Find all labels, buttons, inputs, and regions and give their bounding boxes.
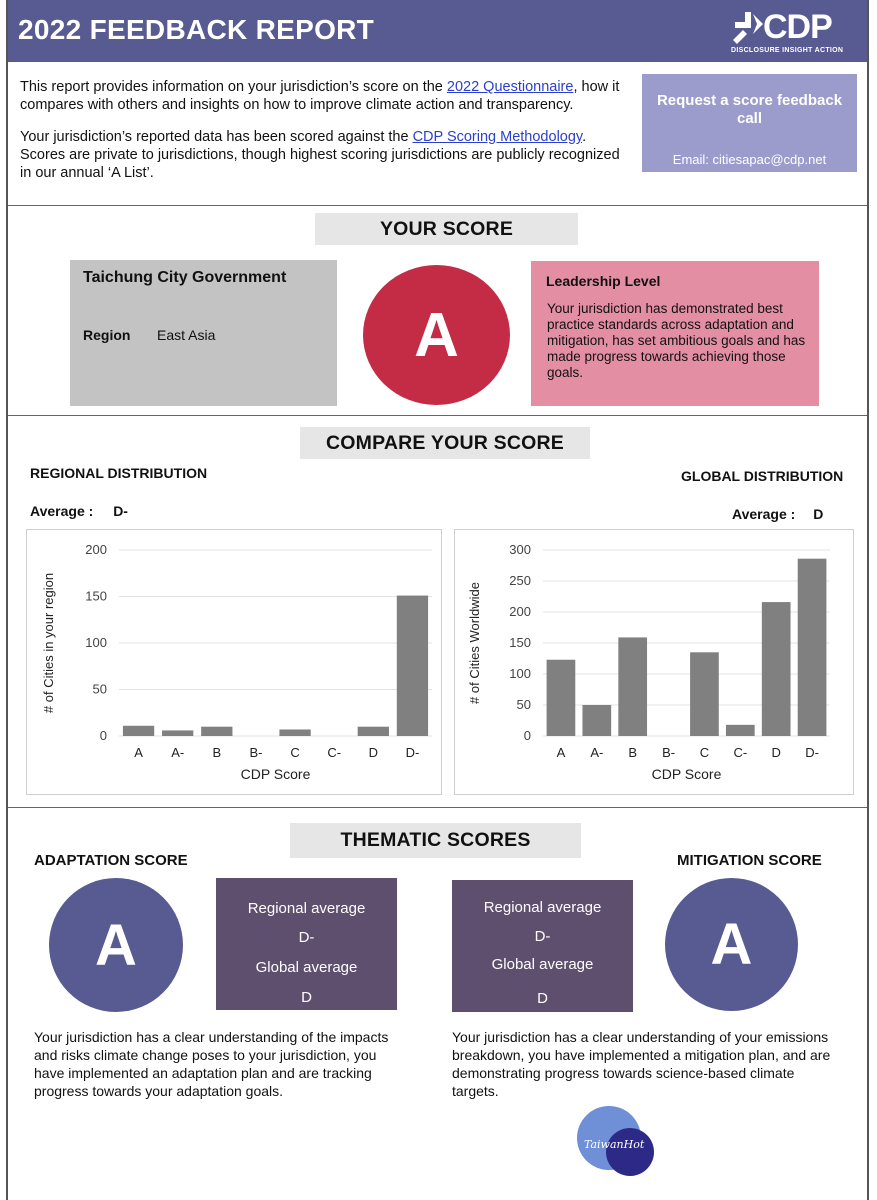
bar-B: [618, 637, 647, 736]
bar-D: [762, 602, 791, 736]
bar-C-: [726, 725, 755, 736]
bar-D: [358, 727, 389, 736]
bar-A: [547, 660, 576, 736]
leadership-title: Leadership Level: [546, 273, 661, 289]
bar-A-: [162, 730, 193, 736]
y-tick-label: 150: [85, 588, 107, 604]
x-tick-label: B: [628, 745, 638, 760]
scoring-methodology-link[interactable]: CDP Scoring Methodology: [412, 129, 583, 145]
x-tick-label: C-: [327, 745, 342, 760]
cdp-logo-tagline: DISCLOSURE INSIGHT ACTION: [731, 47, 844, 54]
report-header: [8, 0, 867, 62]
intro-paragraph-1: [20, 78, 632, 114]
x-tick-label: B: [212, 745, 222, 760]
jurisdiction-info-box: [70, 260, 337, 406]
x-tick-label: D-: [805, 745, 819, 760]
feedback-title: Request a score feedback call: [656, 92, 843, 127]
intro-p2-text-b: . Scores are private to jurisdictions, though highest scoring jurisdictions are publicly recognized in our annual ‘A List’.: [20, 129, 620, 181]
city-name: Taichung City Government: [83, 269, 287, 286]
mitigation-description: Your jurisdiction has a clear understanding of your emissions breakdown, you have implemented a mitigation plan, and are demonstrating progress towards science-based climate targets.: [452, 1029, 831, 1099]
intro-text: [20, 78, 632, 196]
x-axis-label: CDP Score: [240, 766, 311, 782]
regional-average-label: Average :: [30, 503, 94, 519]
global-distribution-chart: [454, 529, 854, 795]
y-tick-label: 50: [516, 697, 531, 712]
adaptation-regional-label: Regional average: [247, 900, 366, 917]
y-tick-label: 300: [509, 542, 531, 557]
x-tick-label: A: [134, 745, 143, 760]
request-feedback-button[interactable]: [642, 74, 857, 172]
x-tick-label: B-: [662, 745, 676, 760]
mitigation-global-label: Global average: [491, 956, 594, 973]
global-average: [732, 506, 823, 522]
bar-C: [690, 652, 719, 736]
adaptation-score-badge: A: [49, 878, 183, 1012]
intro-p1-text-a: This report provides information on your jurisdiction’s score on the: [20, 79, 447, 95]
thematic-scores-title: THEMATIC SCORES: [290, 823, 581, 858]
global-average-value: D: [813, 506, 824, 522]
y-axis-label: # of Cities in your region: [41, 572, 56, 714]
bar-D-: [798, 559, 827, 736]
divider: [8, 415, 867, 416]
x-tick-label: B-: [249, 745, 263, 760]
adaptation-description: Your jurisdiction has a clear understanding of the impacts and risks climate change poses to your jurisdiction, you have implemented an adaptation plan and are tracking progress towards your adaptation goals.: [34, 1029, 389, 1099]
x-tick-label: D: [771, 745, 781, 760]
region-value: East Asia: [157, 327, 216, 343]
x-tick-label: C: [290, 745, 300, 760]
bar-C: [279, 729, 310, 736]
y-tick-label: 0: [99, 728, 107, 743]
questionnaire-link[interactable]: 2022 Questionnaire: [446, 79, 574, 95]
regional-average: [30, 503, 128, 519]
intro-p2-text-a: Your jurisdiction’s reported data has been scored against the: [20, 129, 413, 145]
adaptation-global-value: D: [301, 989, 312, 1006]
leadership-description: Your jurisdiction has demonstrated best practice standards across adaptation and mitigation, has set ambitious goals and has made progress towards achieving those goals.: [547, 301, 806, 380]
x-tick-label: A-: [171, 745, 185, 760]
x-tick-label: A: [556, 745, 566, 760]
intro-p1-text-b: , how it compares with others and insights on how to improve climate action and transparency.: [20, 79, 620, 113]
cdp-logo-text: CDP: [763, 8, 832, 46]
x-axis-label: CDP Score: [651, 766, 722, 782]
bar-chart-svg: [455, 530, 853, 794]
bar-A: [123, 726, 154, 736]
adaptation-global-label: Global average: [255, 959, 358, 976]
watermark-text: TaiwanHot: [584, 1138, 645, 1151]
report-page: [6, 0, 869, 1200]
y-tick-label: 100: [85, 635, 107, 650]
mitigation-regional-label: Regional average: [483, 899, 602, 916]
mitigation-regional-value: D-: [534, 928, 551, 945]
y-tick-label: 200: [85, 542, 107, 557]
adaptation-averages-box: [216, 878, 397, 1010]
global-distribution-label: GLOBAL DISTRIBUTION: [681, 468, 844, 484]
regional-distribution-chart: [26, 529, 442, 795]
regional-distribution-label: REGIONAL DISTRIBUTION: [30, 465, 208, 481]
y-tick-label: 50: [92, 681, 107, 697]
mitigation-score-label: MITIGATION SCORE: [677, 852, 822, 869]
y-tick-label: 0: [523, 728, 531, 743]
y-tick-label: 250: [509, 573, 531, 588]
y-tick-label: 100: [509, 666, 531, 681]
regional-average-value: D-: [113, 503, 128, 519]
feedback-email[interactable]: Email: citiesapac@cdp.net: [672, 152, 827, 167]
x-tick-label: D-: [405, 745, 420, 760]
report-title: 2022 FEEDBACK REPORT: [18, 14, 375, 45]
leadership-level-box: [531, 261, 819, 406]
y-axis-label: # of Cities Worldwide: [467, 582, 482, 704]
y-tick-label: 200: [509, 604, 531, 619]
taiwanhot-watermark-logo: [576, 1106, 656, 1178]
mitigation-global-value: D: [537, 990, 548, 1007]
x-tick-label: C-: [733, 745, 748, 760]
overall-score-badge: A: [363, 265, 510, 405]
x-tick-label: A-: [590, 745, 604, 760]
x-tick-label: C: [699, 745, 710, 760]
cdp-logo: [729, 6, 849, 58]
bar-B: [201, 727, 232, 736]
compare-score-title: COMPARE YOUR SCORE: [300, 427, 590, 459]
adaptation-regional-value: D-: [298, 929, 315, 946]
bar-A-: [582, 705, 611, 736]
adaptation-score-label: ADAPTATION SCORE: [34, 852, 188, 869]
x-tick-label: D: [368, 745, 379, 760]
bar-chart-svg: [27, 530, 441, 794]
region-label: Region: [83, 327, 131, 343]
mitigation-score-badge: A: [665, 878, 798, 1011]
bar-D-: [397, 596, 428, 736]
intro-paragraph-2: [20, 128, 632, 182]
global-average-label: Average :: [732, 506, 796, 522]
y-tick-label: 150: [509, 635, 531, 650]
your-score-title: YOUR SCORE: [315, 213, 578, 245]
divider: [8, 205, 867, 206]
divider: [8, 807, 867, 808]
mitigation-averages-box: [452, 880, 633, 1012]
